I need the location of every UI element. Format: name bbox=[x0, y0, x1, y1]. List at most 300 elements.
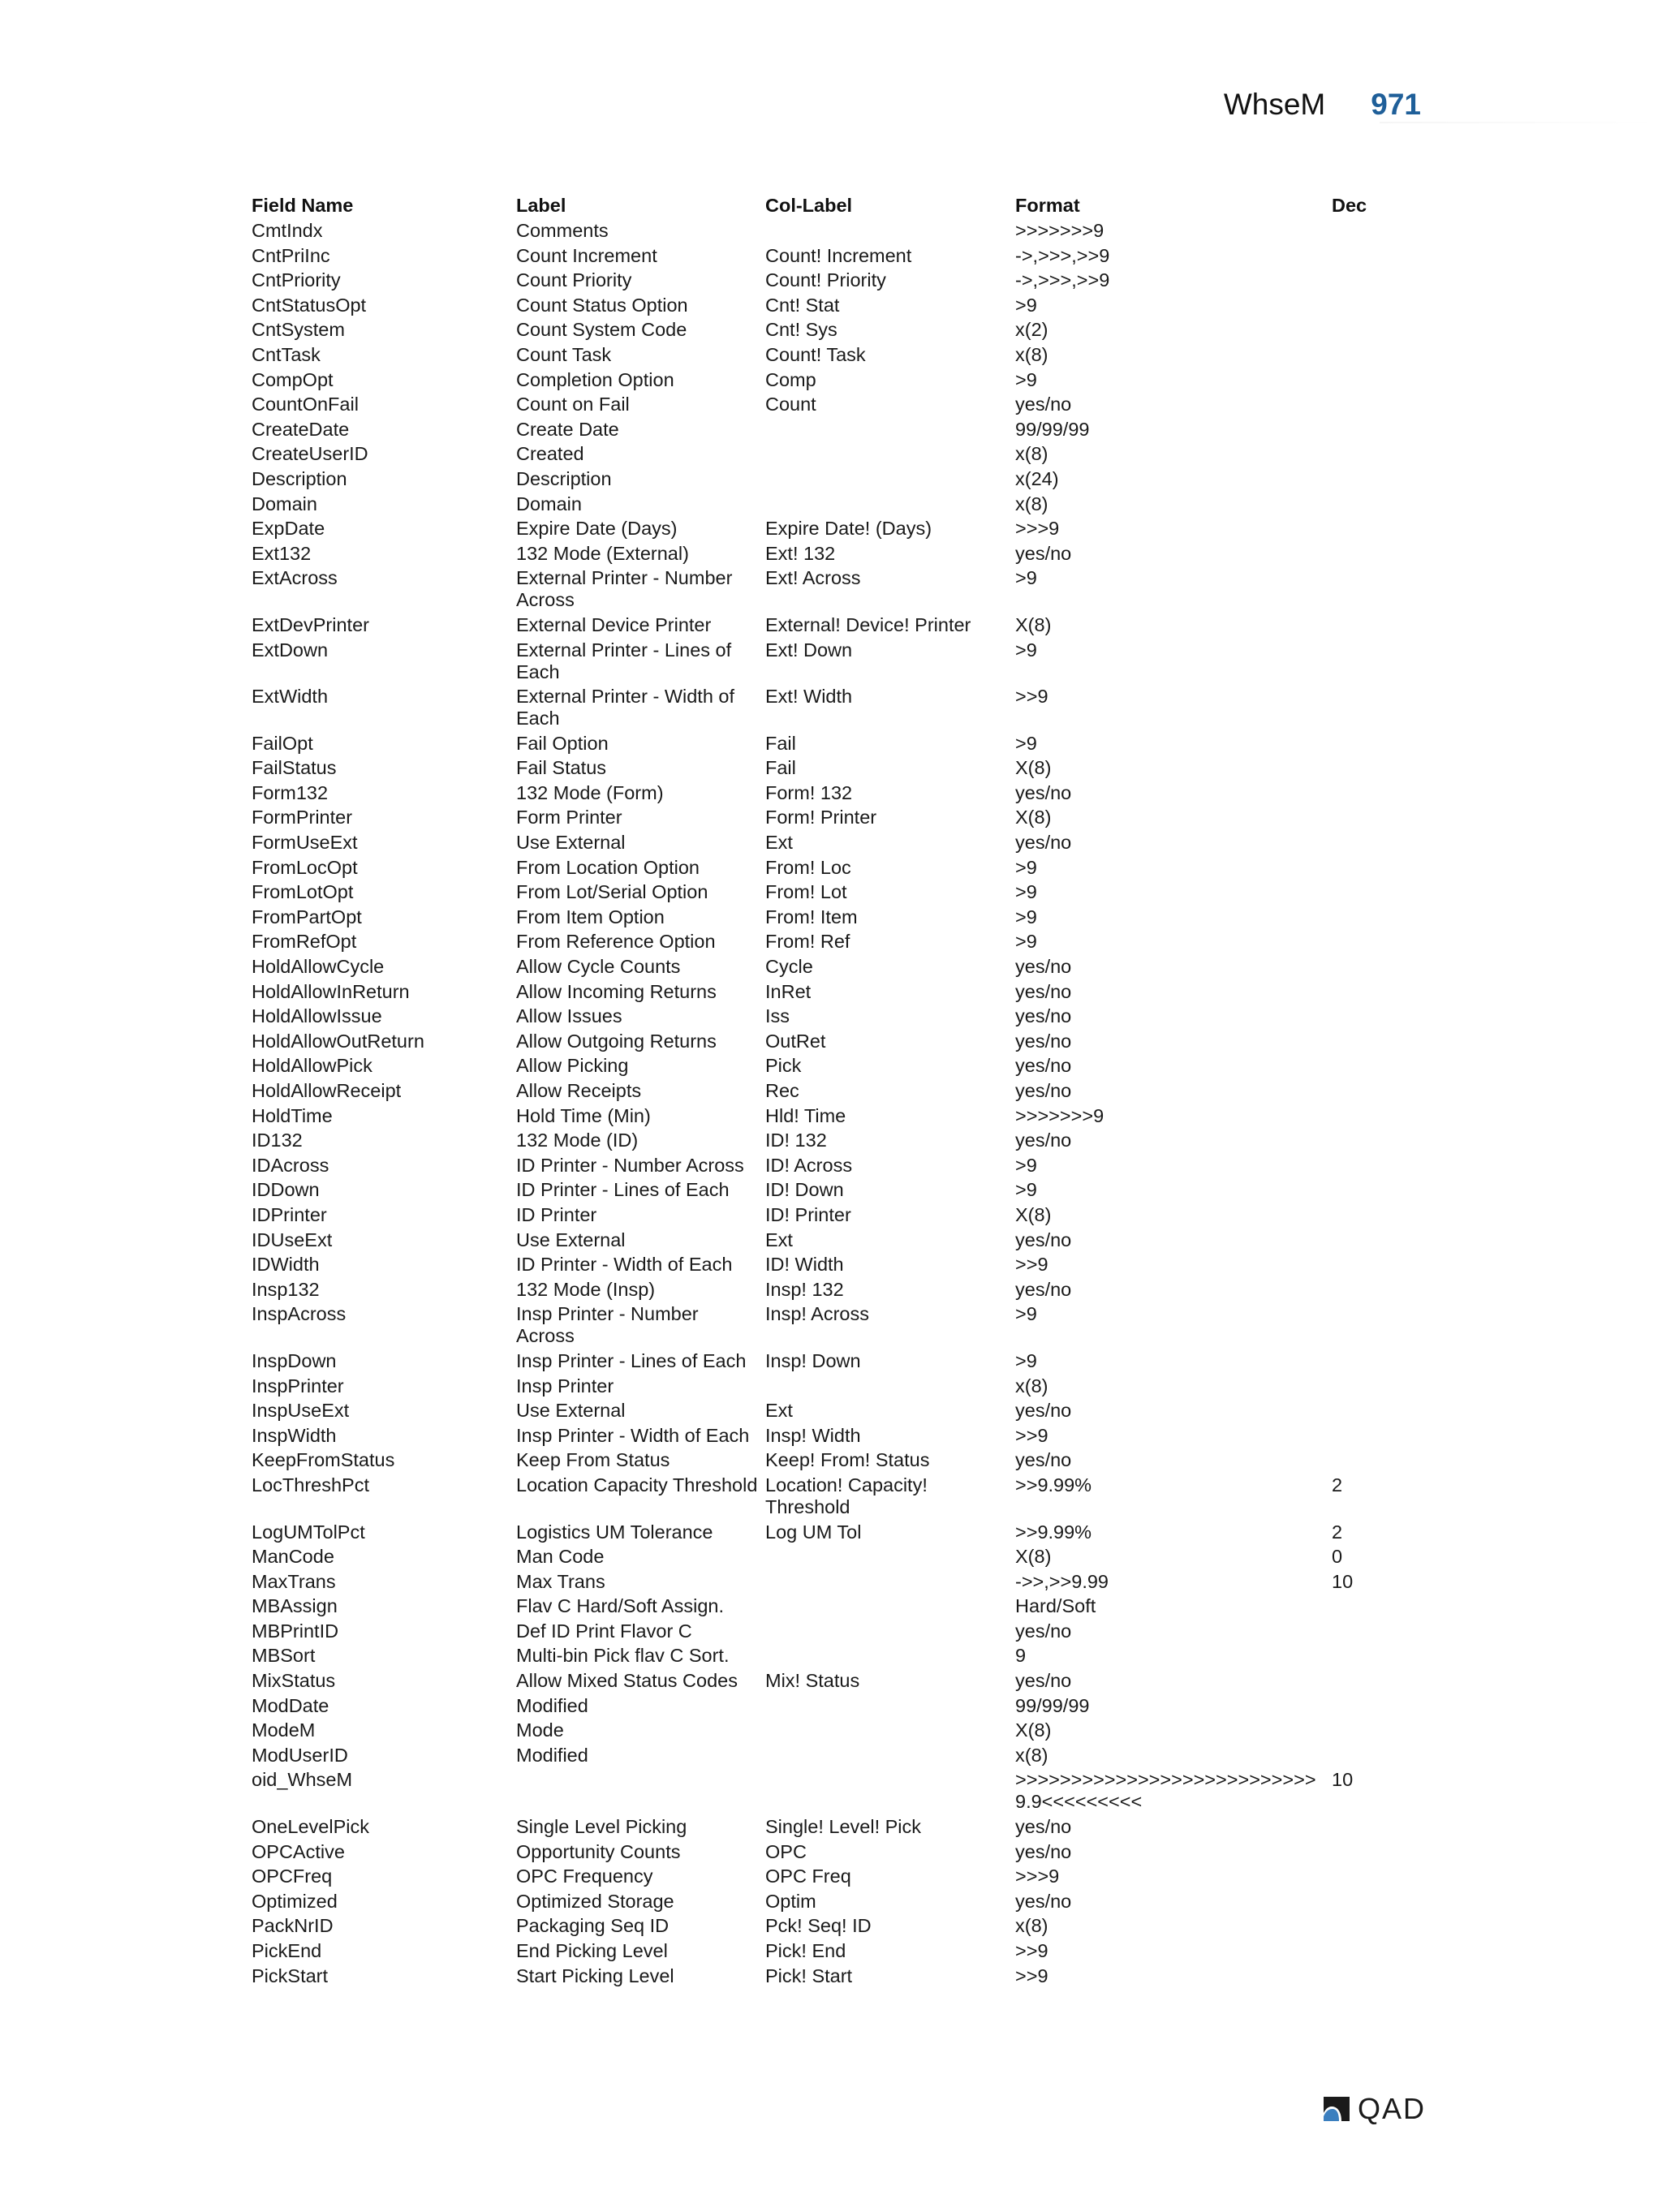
field-name-cell: HoldAllowIssue bbox=[252, 1005, 382, 1027]
col-label-cell: Rec bbox=[765, 1080, 799, 1101]
label-cell: Count System Code bbox=[516, 319, 687, 341]
format-cell: >9 bbox=[1015, 294, 1037, 316]
dec-cell bbox=[1330, 731, 1403, 756]
col-label-cell: Ext bbox=[765, 1400, 793, 1422]
table-row bbox=[250, 613, 1403, 638]
field-name-cell: ModUserID bbox=[252, 1744, 348, 1766]
dec-cell bbox=[1330, 684, 1403, 731]
dec-cell bbox=[1330, 218, 1403, 243]
dec-cell bbox=[1330, 1277, 1403, 1302]
dec-cell bbox=[1330, 1889, 1403, 1914]
col-label-cell: Pick! End bbox=[765, 1940, 846, 1961]
table-row bbox=[250, 1840, 1403, 1865]
label-cell: From Location Option bbox=[516, 856, 700, 878]
dec-cell bbox=[1330, 392, 1403, 417]
format-cell: yes/no bbox=[1015, 1130, 1072, 1151]
label-cell: Created bbox=[516, 443, 584, 465]
col-label-cell: Mix! Status bbox=[765, 1670, 860, 1692]
field-name-cell: IDAcross bbox=[252, 1154, 329, 1176]
format-cell: X(8) bbox=[1015, 613, 1052, 635]
format-cell: >9 bbox=[1015, 639, 1037, 661]
table-row bbox=[250, 880, 1403, 905]
dec-cell bbox=[1330, 830, 1403, 855]
field-name-cell: InspPrinter bbox=[252, 1375, 344, 1396]
field-name-cell: OPCFreq bbox=[252, 1866, 333, 1887]
field-name-cell: FormUseExt bbox=[252, 832, 358, 854]
table-row bbox=[250, 467, 1403, 492]
label-cell: Completion Option bbox=[516, 368, 674, 390]
col-label-cell bbox=[764, 417, 1014, 442]
field-name-cell: FailOpt bbox=[252, 732, 313, 754]
field-name-cell: FromLocOpt bbox=[252, 856, 358, 878]
format-cell: yes/no bbox=[1015, 1229, 1072, 1250]
label-cell: External Device Printer bbox=[516, 613, 712, 635]
field-name-cell: ModDate bbox=[252, 1694, 329, 1716]
table-row bbox=[250, 342, 1403, 368]
dec-cell: 10 bbox=[1332, 1769, 1354, 1791]
header-rule bbox=[1380, 122, 1662, 123]
col-label-cell: Ext bbox=[765, 1229, 793, 1250]
table-row bbox=[250, 1864, 1403, 1889]
field-name-cell: ExtWidth bbox=[252, 686, 329, 708]
dec-cell bbox=[1330, 1053, 1403, 1078]
field-name-cell: FromPartOpt bbox=[252, 906, 362, 927]
label-cell: 132 Mode (Insp) bbox=[516, 1278, 656, 1300]
field-name-cell: IDWidth bbox=[252, 1254, 320, 1276]
table-row bbox=[250, 317, 1403, 342]
col-label-cell: Pick bbox=[765, 1055, 802, 1077]
table-row bbox=[250, 1203, 1403, 1228]
dec-cell bbox=[1330, 755, 1403, 781]
dec-cell bbox=[1330, 467, 1403, 492]
table-row bbox=[250, 293, 1403, 318]
dec-cell bbox=[1330, 1619, 1403, 1644]
label-cell: Fail Status bbox=[516, 757, 607, 779]
table-row bbox=[250, 1668, 1403, 1693]
dec-cell bbox=[1330, 954, 1403, 979]
field-name-cell: MaxTrans bbox=[252, 1570, 336, 1592]
field-name-cell: CntStatusOpt bbox=[252, 294, 367, 316]
dec-cell bbox=[1330, 441, 1403, 467]
dec-cell: 2 bbox=[1332, 1474, 1343, 1495]
table-row bbox=[250, 979, 1403, 1005]
field-name-cell: IDDown bbox=[252, 1179, 320, 1201]
col-label-cell: Expire Date! (Days) bbox=[765, 518, 932, 540]
dec-cell bbox=[1330, 417, 1403, 442]
format-cell: yes/no bbox=[1015, 1816, 1072, 1838]
col-label-cell: Form! 132 bbox=[765, 781, 853, 803]
table-row bbox=[250, 929, 1403, 954]
dec-cell bbox=[1330, 317, 1403, 342]
column-header-label: Label bbox=[516, 195, 566, 216]
label-cell: Man Code bbox=[516, 1546, 605, 1568]
format-cell: 9 bbox=[1015, 1645, 1027, 1667]
col-label-cell: ID! Printer bbox=[765, 1203, 851, 1225]
field-name-cell: LocThreshPct bbox=[252, 1474, 369, 1495]
label-cell: Packaging Seq ID bbox=[516, 1915, 670, 1937]
label-cell: From Lot/Serial Option bbox=[516, 881, 708, 903]
format-cell: 99/99/99 bbox=[1015, 1694, 1090, 1716]
label-cell: Single Level Picking bbox=[516, 1816, 687, 1838]
label-cell: Start Picking Level bbox=[516, 1965, 674, 1986]
format-cell: >9 bbox=[1015, 368, 1037, 390]
format-cell: yes/no bbox=[1015, 832, 1072, 854]
field-name-cell: ExtDown bbox=[252, 639, 329, 661]
dec-cell bbox=[1330, 368, 1403, 393]
dec-cell bbox=[1330, 979, 1403, 1005]
label-cell: Max Trans bbox=[516, 1570, 605, 1592]
label-cell: Count on Fail bbox=[516, 394, 630, 415]
dec-cell bbox=[1330, 1594, 1403, 1619]
table-row bbox=[250, 638, 1403, 685]
table-row bbox=[250, 1767, 1403, 1814]
label-cell: Fail Option bbox=[516, 732, 609, 754]
col-label-cell: Iss bbox=[765, 1005, 790, 1027]
table-row bbox=[250, 755, 1403, 781]
col-label-cell bbox=[764, 1619, 1014, 1644]
table-row bbox=[250, 1964, 1403, 1989]
format-cell: x(8) bbox=[1015, 1375, 1048, 1396]
label-cell: ID Printer bbox=[516, 1203, 597, 1225]
field-name-cell: ManCode bbox=[252, 1546, 334, 1568]
col-label-cell: From! Lot bbox=[765, 881, 847, 903]
col-label-cell: Ext! Across bbox=[765, 567, 861, 589]
field-name-cell: FromLotOpt bbox=[252, 881, 354, 903]
format-cell: X(8) bbox=[1015, 1546, 1052, 1568]
format-cell: x(8) bbox=[1015, 443, 1048, 465]
col-label-cell: Location! Capacity! Threshold bbox=[765, 1474, 928, 1517]
format-cell: ->,>>>,>>9 bbox=[1015, 244, 1110, 266]
field-name-cell: PickStart bbox=[252, 1965, 329, 1986]
table-row bbox=[250, 905, 1403, 930]
col-label-cell: Comp bbox=[765, 368, 816, 390]
table-row bbox=[250, 243, 1403, 269]
col-label-cell: Optim bbox=[765, 1890, 816, 1912]
label-cell: Opportunity Counts bbox=[516, 1840, 681, 1862]
field-name-cell: Insp132 bbox=[252, 1278, 320, 1300]
format-cell: X(8) bbox=[1015, 1719, 1052, 1741]
format-cell: yes/no bbox=[1015, 1005, 1072, 1027]
label-cell: Count Increment bbox=[516, 244, 657, 266]
dec-cell bbox=[1330, 1302, 1403, 1349]
col-label-cell: Cnt! Stat bbox=[765, 294, 840, 316]
col-label-cell: Form! Printer bbox=[765, 807, 877, 828]
col-label-cell: Pck! Seq! ID bbox=[765, 1915, 872, 1937]
dec-cell bbox=[1330, 492, 1403, 517]
format-cell: yes/no bbox=[1015, 1890, 1072, 1912]
label-cell: Create Date bbox=[516, 418, 619, 440]
column-header-dec: Dec bbox=[1332, 195, 1367, 216]
table-row bbox=[250, 1448, 1403, 1473]
format-cell: >>>9 bbox=[1015, 518, 1060, 540]
field-name-cell: Form132 bbox=[252, 781, 329, 803]
format-cell: yes/no bbox=[1015, 1080, 1072, 1101]
dec-cell bbox=[1330, 1423, 1403, 1448]
dec-cell bbox=[1330, 1864, 1403, 1889]
dec-cell bbox=[1330, 1939, 1403, 1964]
table-row bbox=[250, 954, 1403, 979]
field-name-cell: LogUMTolPct bbox=[252, 1521, 365, 1543]
format-cell: yes/no bbox=[1015, 1449, 1072, 1471]
table-row bbox=[250, 1177, 1403, 1203]
dec-cell: 10 bbox=[1332, 1570, 1354, 1592]
dec-cell bbox=[1330, 929, 1403, 954]
label-cell: Allow Mixed Status Codes bbox=[516, 1670, 738, 1692]
table-row bbox=[250, 1544, 1403, 1569]
format-cell: yes/no bbox=[1015, 781, 1072, 803]
column-header-field-name: Field Name bbox=[252, 195, 354, 216]
label-cell: 132 Mode (ID) bbox=[516, 1130, 639, 1151]
field-name-cell: ExtDevPrinter bbox=[252, 613, 369, 635]
format-cell: >>>9 bbox=[1015, 1866, 1060, 1887]
format-cell: yes/no bbox=[1015, 1840, 1072, 1862]
label-cell: From Reference Option bbox=[516, 931, 716, 953]
dec-cell bbox=[1330, 1203, 1403, 1228]
field-name-cell: FormPrinter bbox=[252, 807, 353, 828]
format-cell: >>9.99% bbox=[1015, 1521, 1092, 1543]
col-label-cell bbox=[764, 1743, 1014, 1768]
table-row bbox=[250, 268, 1403, 293]
format-cell: X(8) bbox=[1015, 757, 1052, 779]
table-row bbox=[250, 1889, 1403, 1914]
field-name-cell: CntTask bbox=[252, 343, 321, 365]
format-cell: >>9 bbox=[1015, 1254, 1048, 1276]
column-header-format: Format bbox=[1015, 195, 1080, 216]
dec-cell bbox=[1330, 342, 1403, 368]
label-cell: Insp Printer bbox=[516, 1375, 614, 1396]
label-cell: Hold Time (Min) bbox=[516, 1104, 651, 1126]
label-cell: Allow Picking bbox=[516, 1055, 629, 1077]
field-name-cell: Optimized bbox=[252, 1890, 338, 1912]
col-label-cell: OPC bbox=[765, 1840, 807, 1862]
dec-cell bbox=[1330, 1693, 1403, 1719]
col-label-cell bbox=[764, 441, 1014, 467]
dec-cell: 2 bbox=[1332, 1521, 1343, 1543]
format-cell: >>9.99% bbox=[1015, 1474, 1092, 1495]
field-name-cell: InspAcross bbox=[252, 1303, 347, 1325]
format-cell: x(8) bbox=[1015, 493, 1048, 514]
table-row bbox=[250, 1128, 1403, 1153]
label-cell: Allow Issues bbox=[516, 1005, 622, 1027]
table-row bbox=[250, 1398, 1403, 1423]
format-cell: >>>>>>>9 bbox=[1015, 1104, 1104, 1126]
format-cell: yes/no bbox=[1015, 1278, 1072, 1300]
field-definitions-table bbox=[250, 193, 1403, 1988]
dec-cell bbox=[1330, 805, 1403, 830]
label-cell: Use External bbox=[516, 1400, 626, 1422]
field-name-cell: OPCActive bbox=[252, 1840, 345, 1862]
field-name-cell: InspUseExt bbox=[252, 1400, 350, 1422]
col-label-cell: Ext! Down bbox=[765, 639, 853, 661]
field-name-cell: CompOpt bbox=[252, 368, 334, 390]
dec-cell bbox=[1330, 566, 1403, 613]
format-cell: ->>,>>9.99 bbox=[1015, 1570, 1109, 1592]
table-row bbox=[250, 1374, 1403, 1399]
label-cell: Mode bbox=[516, 1719, 564, 1741]
label-cell: Allow Outgoing Returns bbox=[516, 1030, 717, 1052]
format-cell: >9 bbox=[1015, 567, 1037, 589]
label-cell: Allow Receipts bbox=[516, 1080, 642, 1101]
field-name-cell: CmtIndx bbox=[252, 220, 323, 241]
dec-cell bbox=[1330, 880, 1403, 905]
format-cell: >>>>>>>>>>>>>>>>>>>>>>>>>>>9.9<<<<<<<<< bbox=[1015, 1769, 1316, 1813]
col-label-cell bbox=[764, 1374, 1014, 1399]
format-cell: >9 bbox=[1015, 1154, 1037, 1176]
label-cell: Count Priority bbox=[516, 269, 632, 291]
table-row bbox=[250, 218, 1403, 243]
label-cell: Location Capacity Threshold bbox=[516, 1474, 758, 1495]
table-row bbox=[250, 1053, 1403, 1078]
dec-cell bbox=[1330, 613, 1403, 638]
field-name-cell: Domain bbox=[252, 493, 317, 514]
field-name-cell: IDPrinter bbox=[252, 1203, 327, 1225]
col-label-cell: Ext! 132 bbox=[765, 542, 836, 564]
col-label-cell: Cycle bbox=[765, 956, 813, 978]
format-cell: x(8) bbox=[1015, 343, 1048, 365]
col-label-cell: ID! Across bbox=[765, 1154, 853, 1176]
table-row bbox=[250, 731, 1403, 756]
field-name-cell: ExtAcross bbox=[252, 567, 338, 589]
dec-cell bbox=[1330, 293, 1403, 318]
dec-cell bbox=[1330, 1004, 1403, 1029]
table-row bbox=[250, 1594, 1403, 1619]
field-name-cell: HoldAllowPick bbox=[252, 1055, 372, 1077]
table-row bbox=[250, 1302, 1403, 1349]
dec-cell bbox=[1330, 1718, 1403, 1743]
format-cell: Hard/Soft bbox=[1015, 1595, 1096, 1617]
label-cell: Def ID Print Flavor C bbox=[516, 1620, 692, 1642]
col-label-cell: From! Loc bbox=[765, 856, 851, 878]
format-cell: x(8) bbox=[1015, 1915, 1048, 1937]
label-cell bbox=[515, 1767, 764, 1814]
table-body bbox=[250, 218, 1403, 1988]
dec-cell bbox=[1330, 516, 1403, 541]
table-row bbox=[250, 781, 1403, 806]
table-row bbox=[250, 1718, 1403, 1743]
label-cell: Insp Printer - Number Across bbox=[516, 1303, 699, 1347]
col-label-cell: Ext! Width bbox=[765, 686, 853, 708]
format-cell: yes/no bbox=[1015, 1620, 1072, 1642]
field-name-cell: CreateUserID bbox=[252, 443, 368, 465]
dec-cell bbox=[1330, 1398, 1403, 1423]
format-cell: x(8) bbox=[1015, 1744, 1048, 1766]
col-label-cell bbox=[764, 492, 1014, 517]
dec-cell bbox=[1330, 268, 1403, 293]
dec-cell bbox=[1330, 541, 1403, 566]
field-name-cell: MixStatus bbox=[252, 1670, 336, 1692]
format-cell: yes/no bbox=[1015, 980, 1072, 1002]
format-cell: >9 bbox=[1015, 881, 1037, 903]
label-cell: Description bbox=[516, 467, 612, 489]
label-cell: 132 Mode (Form) bbox=[516, 781, 664, 803]
field-name-cell: Ext132 bbox=[252, 542, 312, 564]
field-name-cell: InspDown bbox=[252, 1349, 337, 1371]
field-name-cell: CntSystem bbox=[252, 319, 345, 341]
format-cell: >>9 bbox=[1015, 1940, 1048, 1961]
field-name-cell: IDUseExt bbox=[252, 1229, 333, 1250]
table-row bbox=[250, 1569, 1403, 1594]
field-name-cell: Description bbox=[252, 467, 347, 489]
table-row bbox=[250, 1913, 1403, 1939]
field-name-cell: PickEnd bbox=[252, 1940, 322, 1961]
dec-cell bbox=[1330, 1349, 1403, 1374]
dec-cell bbox=[1330, 1128, 1403, 1153]
dec-cell bbox=[1330, 1643, 1403, 1668]
dec-cell bbox=[1330, 1029, 1403, 1054]
format-cell: x(24) bbox=[1015, 467, 1059, 489]
field-name-cell: CreateDate bbox=[252, 418, 350, 440]
label-cell: From Item Option bbox=[516, 906, 665, 927]
label-cell: ID Printer - Width of Each bbox=[516, 1254, 733, 1276]
col-label-cell: InRet bbox=[765, 980, 812, 1002]
col-label-cell: ID! 132 bbox=[765, 1130, 827, 1151]
dec-cell bbox=[1330, 1668, 1403, 1693]
col-label-cell: Count! Priority bbox=[765, 269, 886, 291]
field-name-cell: PackNrID bbox=[252, 1915, 334, 1937]
format-cell: >9 bbox=[1015, 732, 1037, 754]
format-cell: yes/no bbox=[1015, 1055, 1072, 1077]
format-cell: yes/no bbox=[1015, 956, 1072, 978]
label-cell: Keep From Status bbox=[516, 1449, 670, 1471]
field-name-cell: MBAssign bbox=[252, 1595, 338, 1617]
dec-cell bbox=[1330, 1177, 1403, 1203]
label-cell: End Picking Level bbox=[516, 1940, 668, 1961]
label-cell: Insp Printer - Lines of Each bbox=[516, 1349, 747, 1371]
table-row bbox=[250, 1104, 1403, 1129]
col-label-cell: Count bbox=[765, 394, 816, 415]
dec-cell bbox=[1330, 1228, 1403, 1253]
col-label-cell: Keep! From! Status bbox=[765, 1449, 930, 1471]
field-name-cell: CntPriInc bbox=[252, 244, 330, 266]
label-cell: Comments bbox=[516, 220, 609, 241]
table-header-row bbox=[250, 193, 1403, 218]
label-cell: ID Printer - Lines of Each bbox=[516, 1179, 730, 1201]
col-label-cell: OutRet bbox=[765, 1030, 826, 1052]
field-name-cell: FromRefOpt bbox=[252, 931, 357, 953]
col-label-cell: Pick! Start bbox=[765, 1965, 853, 1986]
field-name-cell: HoldAllowReceipt bbox=[252, 1080, 402, 1101]
col-label-cell: Hld! Time bbox=[765, 1104, 846, 1126]
dec-cell bbox=[1330, 1448, 1403, 1473]
format-cell: yes/no bbox=[1015, 542, 1072, 564]
label-cell: External Printer - Lines of Each bbox=[516, 639, 732, 682]
table-row bbox=[250, 368, 1403, 393]
page-header bbox=[1224, 88, 1421, 122]
col-label-cell bbox=[764, 1693, 1014, 1719]
format-cell: >9 bbox=[1015, 856, 1037, 878]
field-name-cell: InspWidth bbox=[252, 1424, 337, 1446]
col-label-cell bbox=[764, 1718, 1014, 1743]
field-name-cell: KeepFromStatus bbox=[252, 1449, 395, 1471]
field-name-cell: FailStatus bbox=[252, 757, 337, 779]
format-cell: >>9 bbox=[1015, 1424, 1048, 1446]
col-label-cell: Insp! Width bbox=[765, 1424, 861, 1446]
format-cell: X(8) bbox=[1015, 1203, 1052, 1225]
table-row bbox=[250, 855, 1403, 880]
table-row bbox=[250, 1520, 1403, 1545]
table-row bbox=[250, 1029, 1403, 1054]
qad-logo bbox=[1320, 2092, 1426, 2126]
label-cell: External Printer - Width of Each bbox=[516, 686, 735, 729]
table-row bbox=[250, 441, 1403, 467]
field-name-cell: HoldAllowOutReturn bbox=[252, 1030, 424, 1052]
label-cell: Domain bbox=[516, 493, 582, 514]
table-row bbox=[250, 1643, 1403, 1668]
qad-logo-text: QAD bbox=[1358, 2092, 1427, 2125]
dec-cell bbox=[1330, 781, 1403, 806]
field-name-cell: CountOnFail bbox=[252, 394, 359, 415]
table-row bbox=[250, 1743, 1403, 1768]
